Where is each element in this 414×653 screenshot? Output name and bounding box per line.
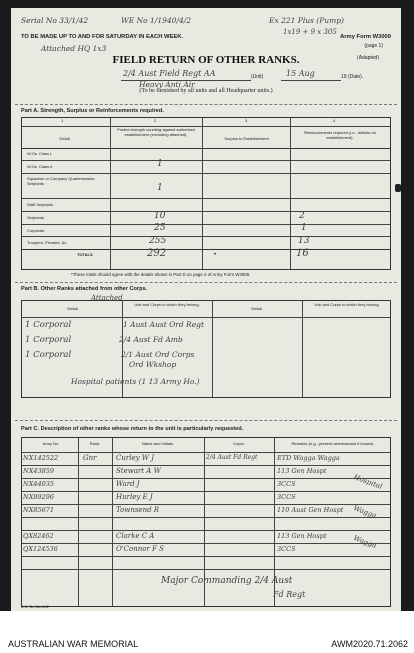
c-army-no: NX89296 [23,493,54,501]
imprint: A.W. Bn 18s 8/42 [21,605,49,609]
footer-accession: AWM2020.71.2062 [331,639,408,649]
a-posted-value: 25 [154,223,166,233]
subtitle: (To be furnished by all units and all Headquarter units.) [139,88,273,94]
archive-footer [0,611,414,653]
hand-ex: Ex 221 Plus (Pump) [269,16,344,25]
hand-sub: 1x19 + 9 x 305 [283,28,337,36]
a-header-reinf: Reinforcements required (i.e., deficits on establishment). [304,130,376,140]
c-margin-note: Hospital [352,473,384,491]
a-totals-reinf: 16 [296,248,309,259]
document-sheet [11,8,401,611]
a-reinf-value: 2 [299,211,305,221]
c-remarks: ETD Wagga Wagga [277,454,340,462]
c-name: Curley W J [116,454,154,462]
c-remarks: 113 Gen Hospt [277,532,327,540]
page-number: (page 1) [364,43,383,49]
unit-line [121,80,251,81]
a-row-label: Serjeants [27,215,44,220]
a-posted-value: 1 [157,159,163,169]
c-name: Hurley E J [116,493,153,501]
army-form: Army Form W3009 [340,34,391,40]
a-row-label: Troopers, Privates, &c. [27,240,68,245]
a-footnote: *These totals should agree with the details shown in Part D on page 2 of Army Form W3009. [71,272,251,277]
b-hand-above: Attached [91,294,123,302]
c-army-no: NX44035 [23,480,54,488]
b-row-unit: 2/4 Aust Fd Amb [119,335,183,344]
c-rank: Gnr [83,454,97,462]
part-b-heading: Part B. Other Ranks attached from other Corps. [21,286,148,292]
b-row-unit: Ord Wkshop [129,360,177,369]
b-row-detail: 1 Corporal [25,350,72,360]
c-header-remarks: Remarks (e.g., present whereabouts if known). [291,441,375,446]
c-corps: 2/4 Aust Fd Regt [206,454,258,461]
a-reinf-value: 13 [298,236,310,246]
a-posted-value: 255 [149,236,167,246]
a-totals-label: TOTALS [77,252,93,257]
signature-line-2: Fd Regt [273,590,306,599]
part-c-heading: Part C. Description of other ranks whose return to the unit is particularly requested. [21,426,244,432]
c-name: Townsend R [116,506,160,514]
a-row-label: Squadron or Company Quartermaster-Serjeants [27,176,96,186]
part-a-heading: Part A. Strength, Surplus or Reinforcements required. [21,108,164,114]
footer-institution: AUSTRALIAN WAR MEMORIAL [8,639,139,649]
a-header-detail: Detail. [59,136,71,141]
a-posted-value: 10 [154,211,166,221]
c-header-rank: Rank. [89,441,101,446]
hand-attached: Attached HQ 1x3 [41,44,107,53]
binder-mark [395,184,401,192]
a-totals-surplus: • [214,252,217,258]
c-army-no: NX142522 [23,454,59,462]
b-row-unit: 1 Aust Aust Ord Regt [123,320,204,329]
c-remarks: 3CCS [277,493,296,501]
a-col-num-2: 2 [154,118,157,123]
a-col-num-1: 1 [61,118,64,123]
date-line [281,80,341,81]
a-posted-value: 1 [157,183,163,193]
c-header-corps: Corps. [233,441,245,446]
c-remarks: 3CCS [277,480,296,488]
c-name: O'Connor F S [116,545,164,553]
a-totals-posted: 292 [147,248,167,259]
form-title: FIELD RETURN OF OTHER RANKS. [112,54,300,66]
date-label: 19 (Date). [341,74,364,80]
adapted: (Adapted) [357,55,379,61]
a-row-label: Corporals [27,228,45,233]
hand-we: WE No 1/1940/4/2 [121,16,192,25]
a-row-label: W.Os. Class I. [27,151,53,156]
c-name: Ward J [116,480,140,488]
c-army-no: QX82462 [23,532,54,540]
a-col-num-3: 3 [245,118,248,123]
c-margin-note: Wagga [352,504,378,520]
a-col-num-4: 4 [333,118,336,123]
c-remarks: 110 Aust Gen Hospt [277,506,344,514]
b-row-detail: 1 Corporal [25,320,72,330]
c-name: Clarke C A [116,532,155,540]
a-header-posted: Posted strength counting against authorized establishment (excluding attached). [116,127,196,137]
b-header-detail: Detail. [67,306,79,311]
b-header-unit-2: Unit and Corps to which they belong. [314,302,380,307]
instruction: TO BE MADE UP TO AND FOR SATURDAY IN EACH WEEK. [21,34,184,40]
hand-serial: Serial No 33/1/42 [21,16,89,25]
a-header-surplus: Surplus to Establishment. [224,136,270,141]
b-hand-note: Hospital patients (1 13 Army Ho.) [71,377,200,386]
perforation-b [15,282,397,283]
unit-hand-2: Heavy Anti Air [139,80,195,89]
c-army-no: NX43859 [23,467,54,475]
a-row-label: Staff Serjeants [27,202,54,207]
perforation-a [15,104,397,105]
b-header-unit: Unit and Corps to which they belong. [134,302,200,307]
c-name: Stewart A W [116,467,161,475]
date-hand: 15 Aug [286,69,315,78]
b-row-detail: 1 Corporal [25,335,72,345]
c-margin-note: Wagga [352,534,378,550]
b-header-detail-2: Detail. [251,306,263,311]
c-header-army-no: Army No. [42,441,60,446]
c-remarks: 3CCS [277,545,296,553]
unit-label: (Unit) [251,74,264,80]
c-army-no: QX124536 [23,545,58,553]
c-remarks: 113 Gen Hospt [277,467,327,475]
signature: Major Commanding 2/4 Aust [161,576,293,586]
c-army-no: NX85671 [23,506,54,514]
b-row-unit: 2/1 Aust Ord Corps [121,350,195,359]
unit-hand: 2/4 Aust Field Regt AA [123,69,216,78]
perforation-c [15,420,397,421]
a-row-label: W.Os. Class II. [27,164,54,169]
c-header-name: Name and Initials. [141,441,174,446]
a-reinf-value: 1 [301,223,307,233]
